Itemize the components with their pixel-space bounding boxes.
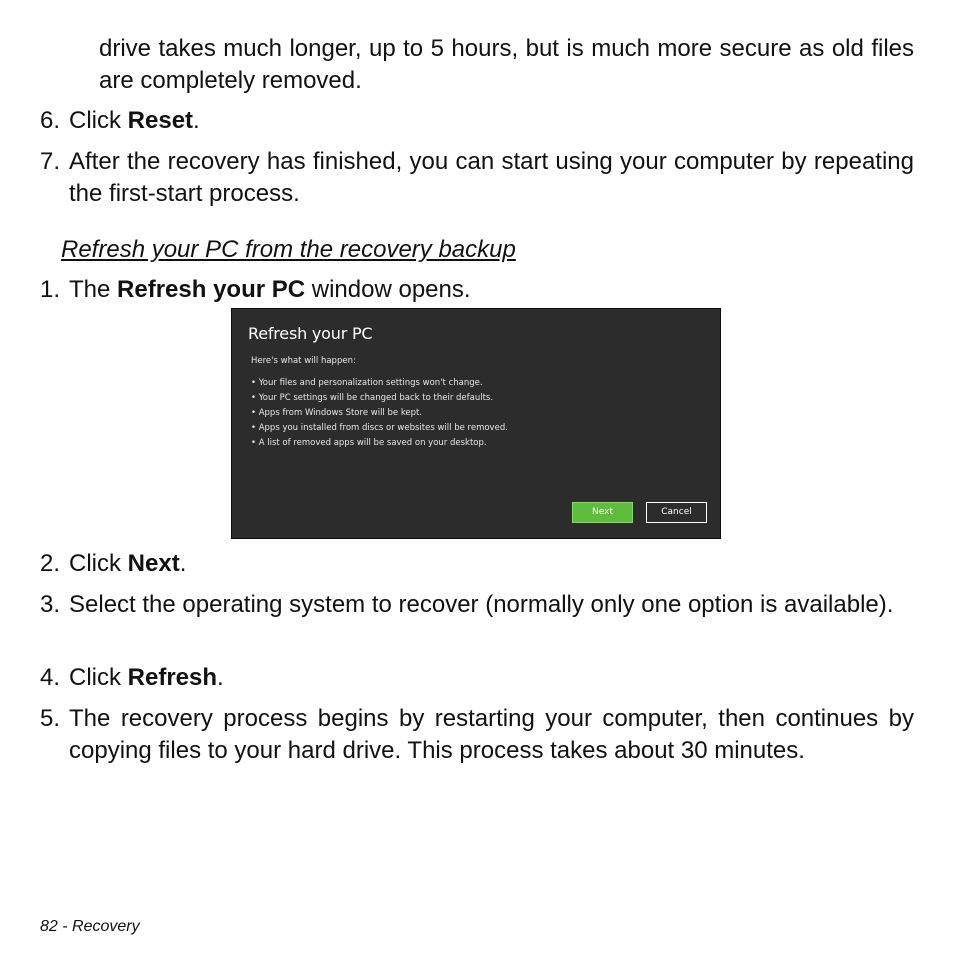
step-window-opens: The Refresh your PC window opens. [69,276,471,303]
step-number: 5. [40,705,61,732]
step-click-next: Click Next. [69,550,187,577]
step-number: 4. [40,664,61,691]
step-after-recovery: After the recovery has finished, you can start using your computer by repeating the first-start process. [69,148,914,207]
page-footer: 82 - Recovery [40,918,140,935]
refresh-pc-keyword: Refresh your PC [117,276,306,303]
list-item: • Apps you installed from discs or websites will be removed. [251,421,508,436]
section-subheading: Refresh your PC from the recovery backup [61,236,516,263]
step-number: 7. [40,148,61,175]
step-number: 2. [40,550,61,577]
list-item: • Your files and personalization settings won't change. [251,376,508,391]
step-click-reset: Click Reset. [69,107,200,134]
what-will-happen-list [251,376,508,451]
reset-keyword: Reset [127,107,194,134]
next-keyword: Next [127,550,180,577]
refresh-pc-window-screenshot [231,308,721,539]
window-subtitle: Here's what will happen: [251,356,356,366]
step-recovery-process: The recovery process begins by restarting your computer, then continues by copying files to your hard drive. This process takes about 30 minutes. [69,705,914,764]
list-item: • Apps from Windows Store will be kept. [251,406,508,421]
step-number: 1. [40,276,61,303]
list-item: • A list of removed apps will be saved on your desktop. [251,436,508,451]
next-button[interactable]: Next [572,502,633,523]
cancel-button[interactable]: Cancel [646,502,707,523]
refresh-keyword: Refresh [127,664,218,691]
continuation-paragraph: drive takes much longer, up to 5 hours, but is much more secure as old files are completely removed. [99,35,914,94]
step-number: 3. [40,591,61,618]
list-item: • Your PC settings will be changed back to their defaults. [251,391,508,406]
step-select-os: Select the operating system to recover (normally only one option is available). [69,591,894,618]
step-click-refresh: Click Refresh. [69,664,224,691]
window-title: Refresh your PC [248,324,373,343]
step-number: 6. [40,107,61,134]
